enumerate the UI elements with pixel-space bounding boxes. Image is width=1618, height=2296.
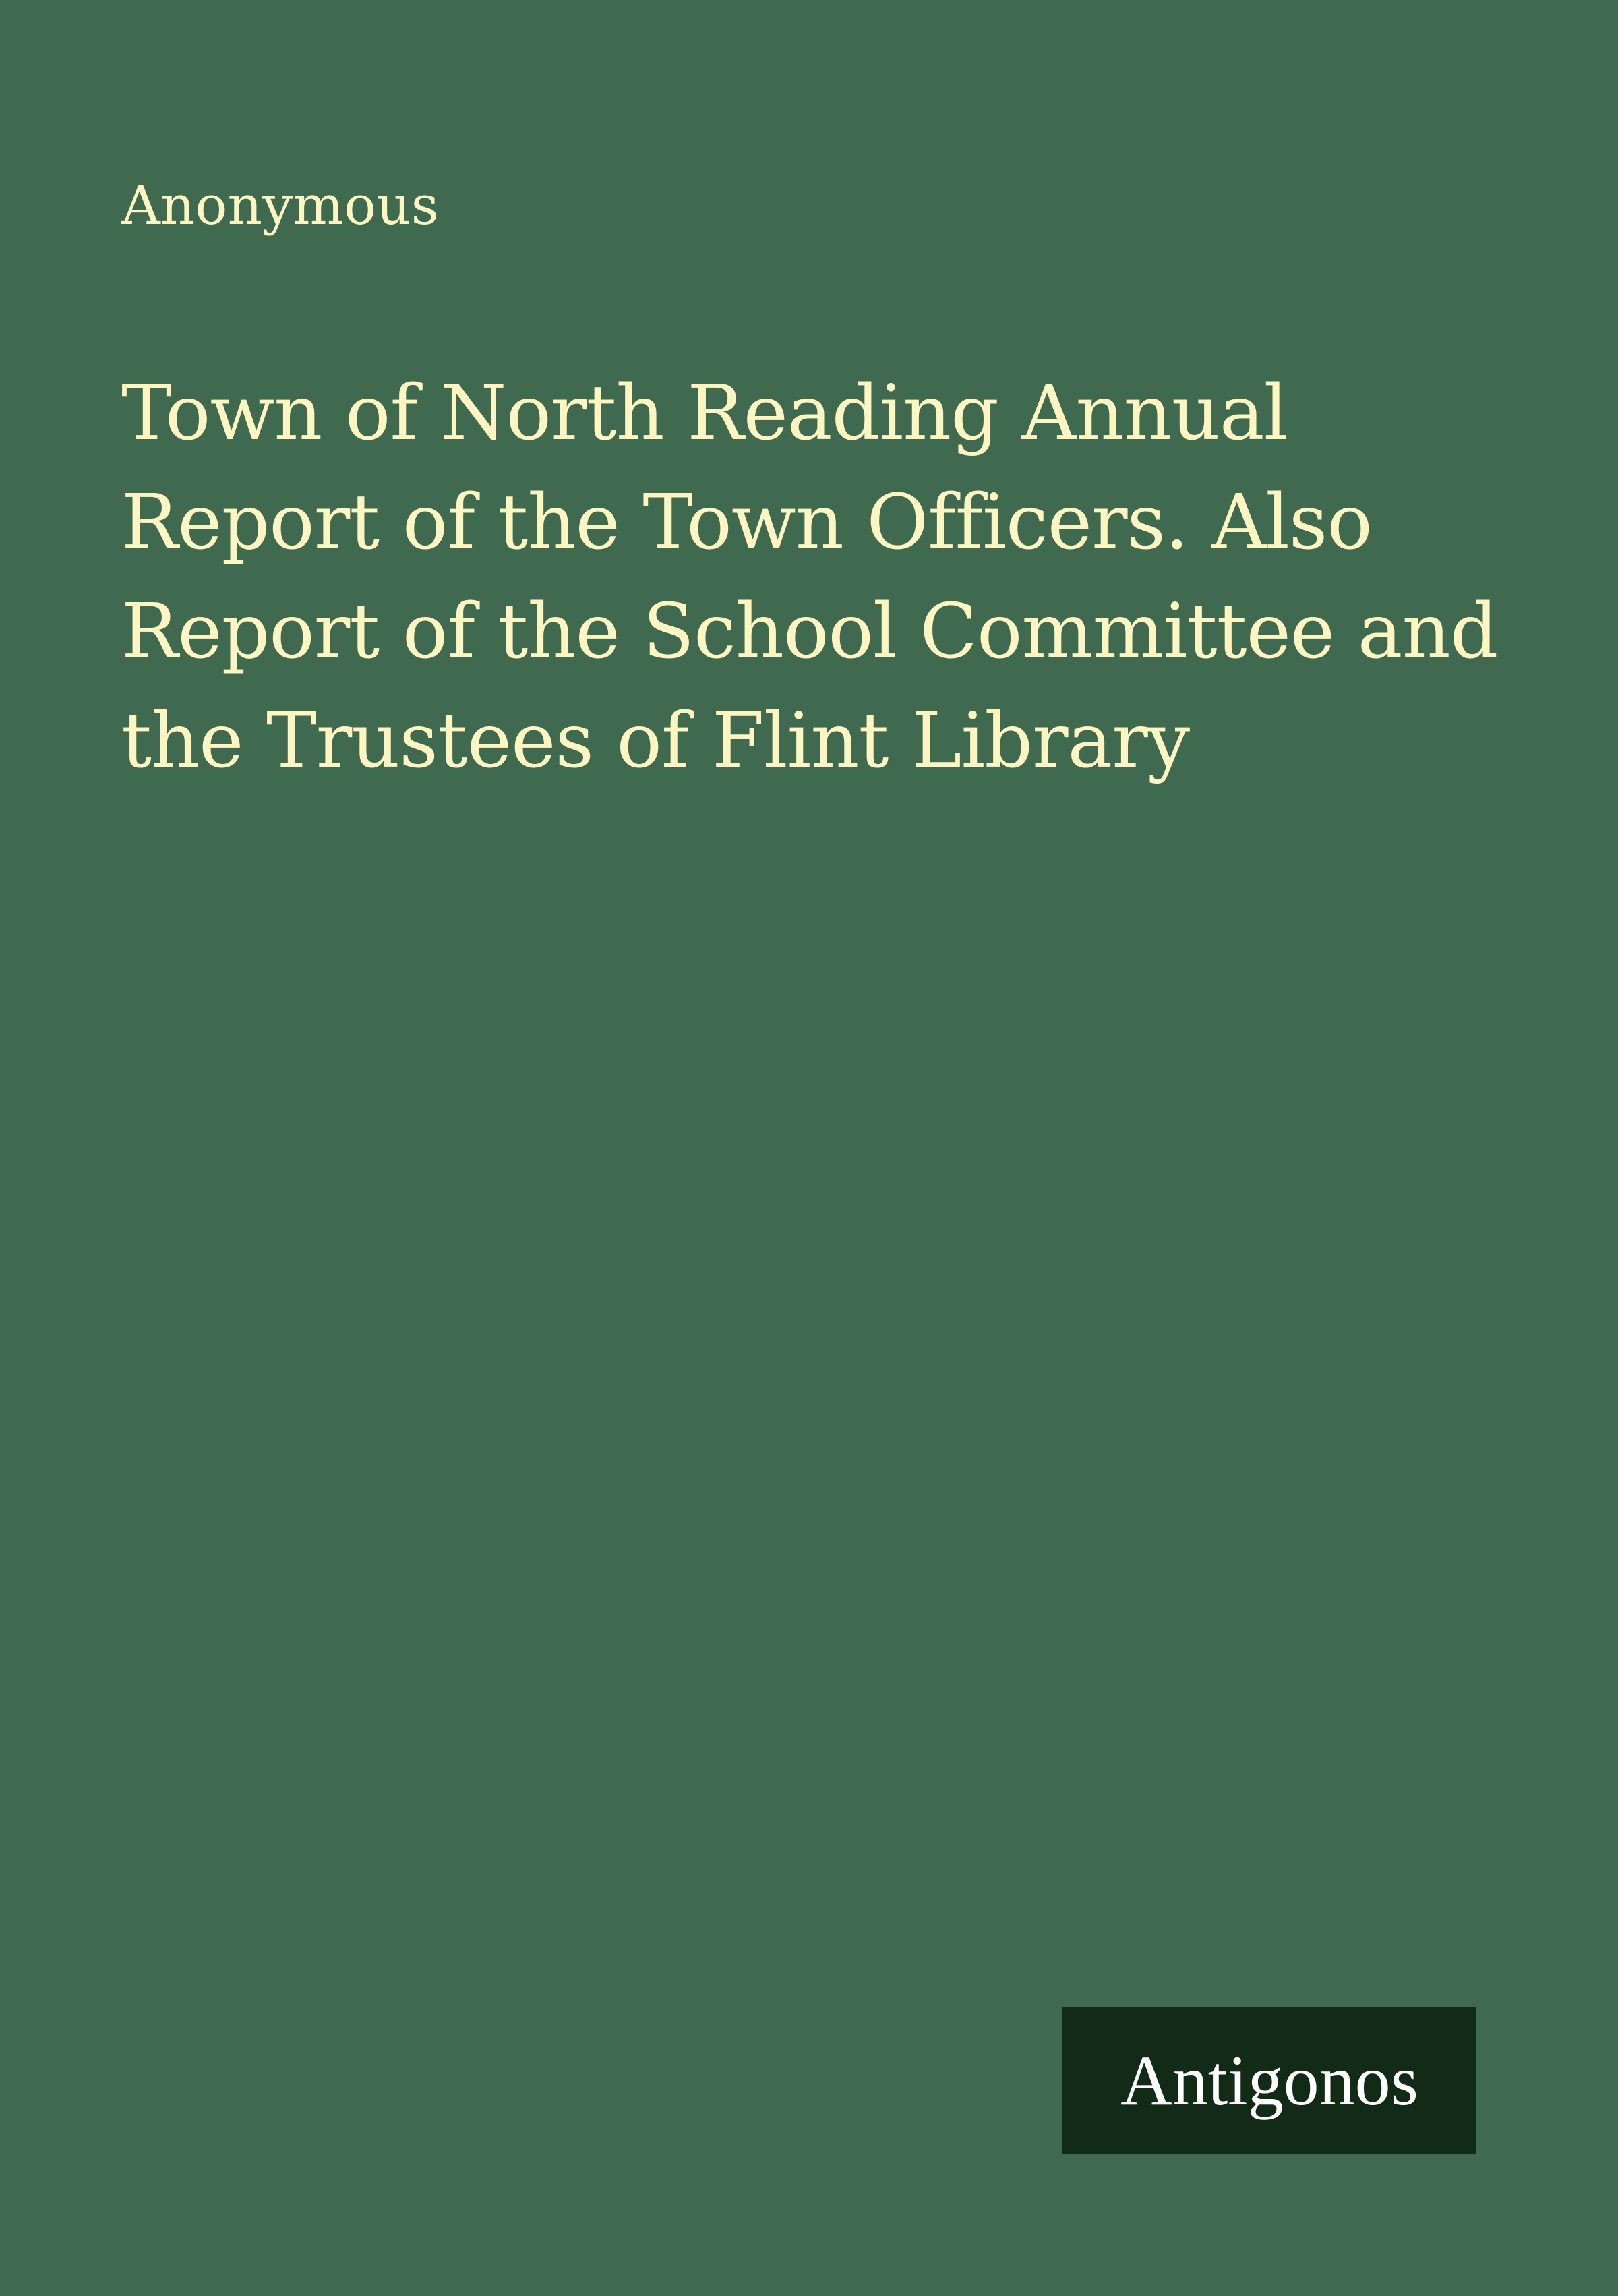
author-name: Anonymous [121,174,439,237]
publisher-logo [1062,2007,1476,2154]
publisher-name: Antigonos [1120,2041,1418,2120]
book-title: Town of North Reading Annual Report of the Town Officers. Also Report of the School Committee and the Trustees of Flint Library [121,370,1498,785]
